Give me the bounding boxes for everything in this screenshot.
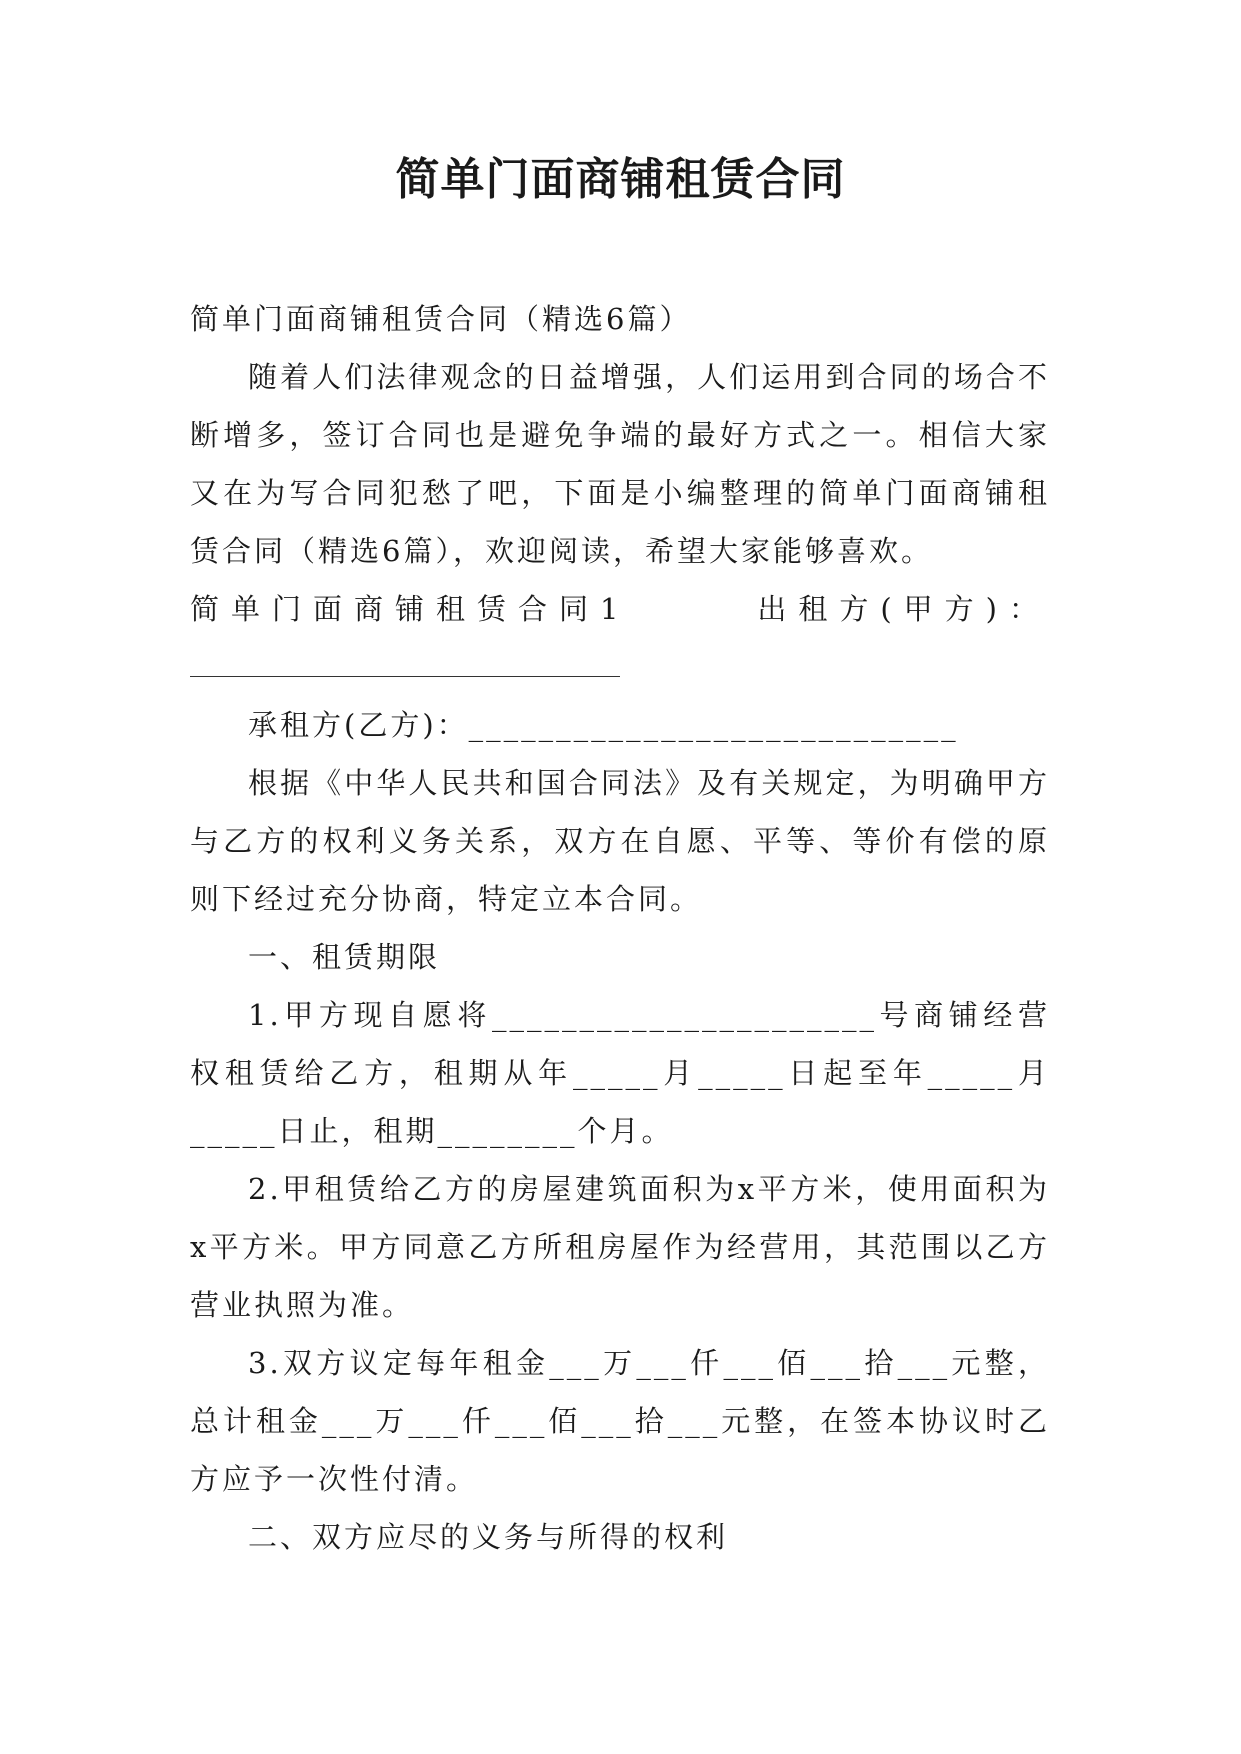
section-1-heading: 一、租赁期限 bbox=[248, 940, 441, 974]
clause-2: 2.甲租赁给乙方的房屋建筑面积为x平方米，使用面积为x平方米。甲方同意乙方所租房屋作为经营用，其范围以乙方营业执照为准。 bbox=[190, 1172, 1050, 1322]
party-a-label: 出租方(甲方)： bbox=[757, 592, 1050, 626]
basis-paragraph: 根据《中华人民共和国合同法》及有关规定，为明确甲方与乙方的权利义务关系，双方在自愿、平等、等价有偿的原则下经过充分协商，特定立本合同。 bbox=[190, 766, 1050, 916]
clause-1: 1.甲方现自愿将______________________号商铺经营权租赁给乙方，租期从年_____月_____日起至年_____月_____日止，租期________个月。 bbox=[190, 998, 1050, 1148]
contract-heading-line bbox=[190, 580, 1050, 638]
document-body bbox=[190, 290, 1050, 1566]
subtitle: 简单门面商铺租赁合同（精选6篇） bbox=[190, 302, 692, 336]
clause-3: 3.双方议定每年租金___万___仟___佰___拾___元整，总计租金___万___仟___佰___拾___元整，在签本协议时乙方应予一次性付清。 bbox=[190, 1346, 1050, 1496]
document-title: 简单门面商铺租赁合同 bbox=[395, 154, 846, 205]
intro-paragraph: 随着人们法律观念的日益增强，人们运用到合同的场合不断增多，签订合同也是避免争端的最好方式之一。相信大家又在为写合同犯愁了吧，下面是小编整理的简单门面商铺租赁合同（精选6篇），欢迎阅读，希望大家能够喜欢。 bbox=[190, 360, 1050, 568]
party-b-line: 承租方(乙方)：____________________________ bbox=[248, 708, 959, 742]
section-2-heading: 二、双方应尽的义务与所得的权利 bbox=[248, 1520, 729, 1554]
party-a-blank-row bbox=[190, 638, 1050, 696]
party-a-blank bbox=[190, 676, 620, 677]
contract-heading: 简单门面商铺租赁合同1 bbox=[190, 592, 631, 626]
